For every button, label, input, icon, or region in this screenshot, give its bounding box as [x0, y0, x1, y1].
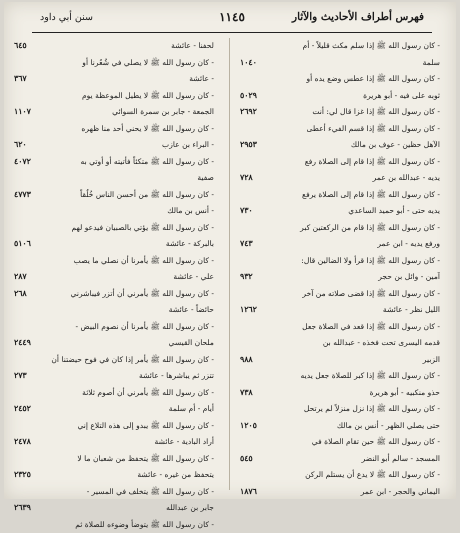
entry-text: - كان رسول الله ﷺ يتحفظ من شعبان ما لا — [46, 451, 214, 468]
entry-text: ملحان القيسي — [46, 335, 214, 352]
entry-text: - كان رسول الله ﷺ إذا قرأ ولا الضالين قال: — [272, 253, 440, 270]
entry-text: جابر بن عبدالله — [46, 500, 214, 517]
index-entry — [240, 203, 440, 220]
index-entry — [240, 319, 440, 336]
entry-text: - عائشة — [46, 71, 214, 88]
entry-text: الآهل حظين - عوف بن مالك — [272, 137, 440, 154]
index-entry — [240, 88, 440, 105]
hadith-number: ٧٤٣ — [240, 236, 270, 253]
entry-text: - كان رسول الله ﷺ يأمرني أن أصوم ثلاثة — [46, 385, 214, 402]
entry-text: حائضاً - عائشة — [46, 302, 214, 319]
hadith-number: ١٢٠٥ — [240, 418, 270, 435]
entry-text: - كان رسول الله ﷺ يأمرنا أن نصوم البيض - — [46, 319, 214, 336]
index-entry — [14, 55, 214, 72]
index-entry — [240, 434, 440, 451]
index-entry — [240, 220, 440, 237]
index-entry — [14, 71, 214, 88]
index-entry — [14, 352, 214, 369]
entry-text: - البراء بن عازب — [46, 137, 214, 154]
entry-text: آمين - وائل بن حجر — [272, 269, 440, 286]
hadith-number: ٥٤٥ — [240, 451, 270, 468]
hadith-number: ٩٨٨ — [240, 352, 270, 369]
entry-text: المسجد - سالم أبو النضر — [272, 451, 440, 468]
entry-text: الجمعة - جابر بن سمرة السوائي — [46, 104, 214, 121]
index-entry — [14, 236, 214, 253]
entry-text: حتى يصلي الظهر - أنس بن مالك — [272, 418, 440, 435]
index-entry — [14, 517, 214, 533]
index-entry — [14, 434, 214, 451]
index-column-left — [14, 38, 214, 493]
index-entry — [14, 451, 214, 468]
index-entry — [240, 352, 440, 369]
hadith-number: ١٠٤٠ — [240, 55, 270, 72]
hadith-number: ٢٤٤٩ — [14, 335, 44, 352]
entry-text: الليل نظر - عائشة — [272, 302, 440, 319]
entry-text: - كان رسول الله ﷺ يأمرني أن أتزر فيباشرني — [46, 286, 214, 303]
index-entry — [240, 253, 440, 270]
entry-text: - كان رسول الله ﷺ إذا قام إلى الصلاة يرفع — [272, 187, 440, 204]
entry-text: - أنس بن مالك — [46, 203, 214, 220]
hadith-number: ٢٦٩٢ — [240, 104, 270, 121]
entry-text: - كان رسول الله ﷺ حين تقام الصلاة في — [272, 434, 440, 451]
hadith-number: ٧٣٠ — [240, 203, 270, 220]
index-entry — [240, 55, 440, 72]
index-entry — [14, 385, 214, 402]
entry-text: لحفنا - عائشة — [46, 38, 214, 55]
entry-text: - كان رسول الله ﷺ إذا قضى صلاته من آخر — [272, 286, 440, 303]
hadith-number: ٩٣٢ — [240, 269, 270, 286]
entry-text: - كان رسول الله ﷺ لا يحني أحد منا ظهره — [46, 121, 214, 138]
index-entry — [14, 269, 214, 286]
page-header — [32, 6, 432, 33]
entry-text: - كان رسول الله ﷺ إذا عطس وضع يده أو — [272, 71, 440, 88]
index-entry — [240, 484, 440, 501]
document-page — [4, 2, 456, 499]
hadith-number: ٢٤٥٢ — [14, 401, 44, 418]
hadith-number: ١٢٦٢ — [240, 302, 270, 319]
entry-text: - كان رسول الله ﷺ يؤتي بالصبيان فيدعو لهم — [46, 220, 214, 237]
entry-text: - كان رسول الله ﷺ إذا قعد في الصلاة جعل — [272, 319, 440, 336]
hadith-number: ٢٧٣ — [14, 368, 44, 385]
index-entry — [240, 38, 440, 55]
index-entry — [14, 38, 214, 55]
hadith-number: ٦٢٠ — [14, 137, 44, 154]
entry-text: - كان رسول الله ﷺ يبدو إلى هذه التلاع إني — [46, 418, 214, 435]
index-entry — [240, 418, 440, 435]
entry-text: اليماني والحجر - ابن عمر — [272, 484, 440, 501]
entry-text: أيام - أم سلمة — [46, 401, 214, 418]
index-entry — [14, 319, 214, 336]
index-entry — [14, 104, 214, 121]
index-entry — [14, 467, 214, 484]
index-entry — [14, 484, 214, 501]
entry-text: الزبير — [272, 352, 440, 369]
hadith-number: ١٨٧٦ — [240, 484, 270, 501]
index-entry — [14, 253, 214, 270]
index-entry — [240, 451, 440, 468]
index-entry — [240, 236, 440, 253]
index-entry — [14, 500, 214, 517]
column-divider — [229, 38, 230, 490]
index-entry — [240, 368, 440, 385]
entry-text: - كان رسول الله ﷺ إذا قام إلى الصلاة رفع — [272, 154, 440, 171]
hadith-number: ٥٠٢٩ — [240, 88, 270, 105]
index-entry — [240, 302, 440, 319]
index-column-right — [240, 38, 440, 493]
index-entry — [240, 154, 440, 171]
entry-text: - كان رسول الله ﷺ إذا قسم الفيء أعطى — [272, 121, 440, 138]
index-entry — [240, 170, 440, 187]
index-entry — [14, 154, 214, 171]
entry-text: علي - عائشة — [46, 269, 214, 286]
index-entry — [240, 269, 440, 286]
entry-text: قدمه اليسرى تحت فخذه - عبدالله بن — [272, 335, 440, 352]
entry-text: تتزر ثم يباشرها - عائشة — [46, 368, 214, 385]
entry-text: - كان رسول الله ﷺ لا يصلي في شُعُرنا أو — [46, 55, 214, 72]
hadith-number: ٢٦٨ — [14, 286, 44, 303]
index-entry — [240, 401, 440, 418]
index-entry — [14, 286, 214, 303]
entry-text: يتحفظ من غيره - عائشة — [46, 467, 214, 484]
entry-text: صفية — [46, 170, 214, 187]
entry-text: أراد البادية - عائشة — [46, 434, 214, 451]
hadith-number: ٥١٠٦ — [14, 236, 44, 253]
hadith-number: ٢٤٧٨ — [14, 434, 44, 451]
entry-text: - كان رسول الله ﷺ لا يدع أن يستلم الركن — [272, 467, 440, 484]
entry-text: ثوبه على فيه - أبو هريرة — [272, 88, 440, 105]
hadith-number: ٢٨٧ — [14, 269, 44, 286]
entry-text: - كان رسول الله ﷺ متكئاً فأتيته أو أوتي به — [46, 154, 214, 171]
index-entry — [240, 187, 440, 204]
hadith-number: ٢٩٥٣ — [240, 137, 270, 154]
index-entry — [240, 286, 440, 303]
index-entry — [14, 170, 214, 187]
hadith-number: ٤٧٧٣ — [14, 187, 44, 204]
entry-text: - كان رسول الله ﷺ إذا قام من الركعتين كبر — [272, 220, 440, 237]
index-entry — [14, 302, 214, 319]
entry-text: سلمة — [272, 55, 440, 72]
index-entry — [14, 88, 214, 105]
hadith-number: ٧٣٨ — [240, 385, 270, 402]
entry-text: - كان رسول الله ﷺ إذا نزل منزلاً لم يرتحل — [272, 401, 440, 418]
entry-text: - كان رسول الله ﷺ من أحسن الناس خُلُقاً — [46, 187, 214, 204]
index-entry — [14, 220, 214, 237]
index-entry — [14, 121, 214, 138]
hadith-number: ٢٦٣٩ — [14, 500, 44, 517]
entry-text: - كان رسول الله ﷺ إذا غزا قال لي: أنت — [272, 104, 440, 121]
hadith-number: ٣٦٧ — [14, 71, 44, 88]
entry-text: يديه - عبدالله بن عمر — [272, 170, 440, 187]
entry-text: ورفع يديه - ابن عمر — [272, 236, 440, 253]
index-entry — [14, 335, 214, 352]
index-entry — [14, 368, 214, 385]
page-number: ١١٤٥ — [219, 10, 245, 24]
entry-text: - كان رسول الله ﷺ يتوضأ وضوءه للصلاة ثم — [46, 517, 214, 533]
index-entry — [240, 335, 440, 352]
entry-text: بالبركة - عائشة — [46, 236, 214, 253]
index-entry — [14, 187, 214, 204]
entry-text: يديه حتى - أبو حميد الساعدي — [272, 203, 440, 220]
index-entry — [240, 137, 440, 154]
entry-text: - كان رسول الله ﷺ لا يطيل الموعظة يوم — [46, 88, 214, 105]
index-entry — [240, 467, 440, 484]
hadith-number: ٢٣٢٥ — [14, 467, 44, 484]
index-entry — [14, 418, 214, 435]
entry-text: - كان رسول الله ﷺ يتخلف في المسير - — [46, 484, 214, 501]
book-title: سنن أبي داود — [40, 12, 93, 23]
index-entry — [240, 104, 440, 121]
entry-text: - كان رسول الله ﷺ يأمر إذا كان في فوح حيضتنا أن — [46, 352, 214, 369]
header-title: فهرس أطراف الأحاديث والآثار — [292, 11, 424, 23]
entry-text: - كان رسول الله ﷺ إذا سلم مكث قليلاً - أم — [272, 38, 440, 55]
hadith-number: ١١٠٧ — [14, 104, 44, 121]
index-entry — [240, 71, 440, 88]
hadith-number: ٧٢٨ — [240, 170, 270, 187]
hadith-number: ٤٠٧٢ — [14, 154, 44, 171]
index-entry — [14, 137, 214, 154]
entry-text: - كان رسول الله ﷺ يأمرنا أن نصلي ما يصب — [46, 253, 214, 270]
entry-text: - كان رسول الله ﷺ إذا كبر للصلاة جعل يديه — [272, 368, 440, 385]
index-entry — [240, 121, 440, 138]
index-entry — [14, 203, 214, 220]
index-entry — [14, 401, 214, 418]
hadith-number: ٦٤٥ — [14, 38, 44, 55]
index-entry — [240, 385, 440, 402]
entry-text: حذو منكبيه - أبو هريرة — [272, 385, 440, 402]
